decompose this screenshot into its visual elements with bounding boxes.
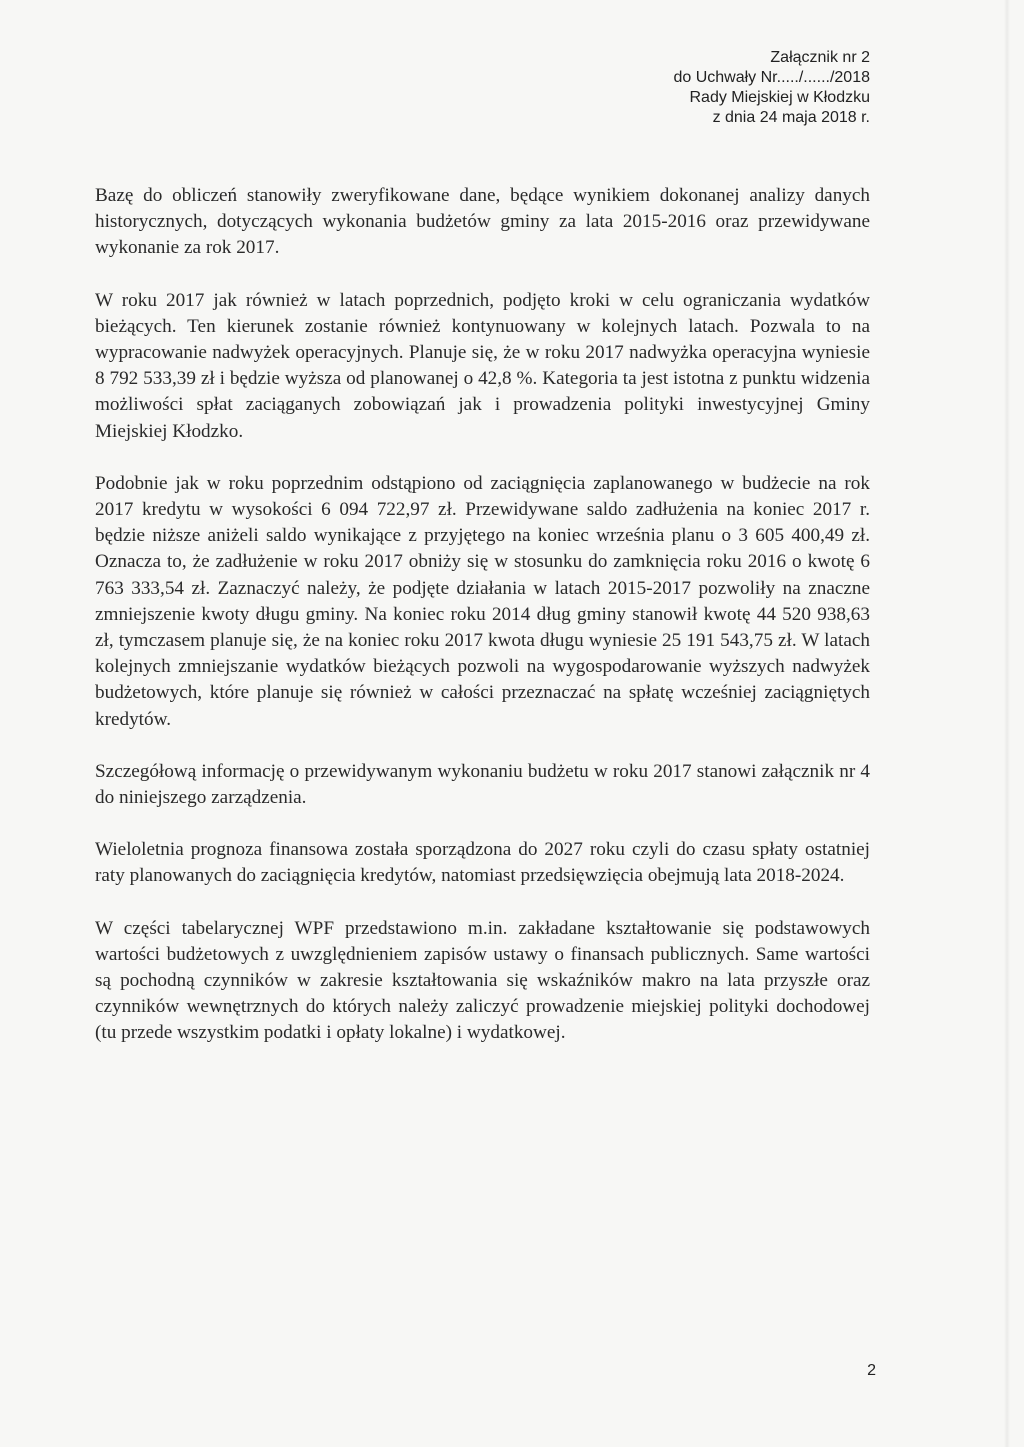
page-number: 2 bbox=[867, 1362, 876, 1379]
paragraph-forecast-period: Wieloletnia prognoza finansowa została sporządzona do 2027 roku czyli do czasu spłaty ostatniej raty planowanych do zaciągnięcia kredytów, natomiast przedsięwzięcia obejmują lata 2018-2024. bbox=[95, 839, 870, 887]
document-body bbox=[95, 183, 870, 1073]
header-resolution-number: do Uchwały Nr...../....../2018 bbox=[673, 69, 870, 86]
paragraph-tabular-part: W części tabelarycznej WPF przedstawiono m.in. zakładane kształtowanie się podstawowych wartości budżetowych z uwzględnieniem zapisów ustawy o finansach publicznych. Same wartości są pochodną czynników w zakresie kształtowania się wskaźników makro na lata przyszłe oraz czynników wewnętrznych do których należy zaliczyć prowadzenie miejskiej polityki dochodowej (tu przede wszystkim podatki i opłaty lokalne) i wydatkowej. bbox=[95, 917, 870, 1044]
header-council-name: Rady Miejskiej w Kłodzku bbox=[689, 89, 870, 106]
header-date: z dnia 24 maja 2018 r. bbox=[712, 109, 870, 126]
paragraph-debt-level: Podobnie jak w roku poprzednim odstąpiono od zaciągnięcia zaplanowanego w budżecie na rok 2017 kredytu w wysokości 6 094 722,97 zł. Przewidywane saldo zadłużenia na koniec 2017 r. będzie niższe aniżeli saldo wynikające z przyjętego na koniec września planu o 3 605 400,49 zł. Oznacza to, że zadłużenie w roku 2017 obniży się w stosunku do zamknięcia roku 2016 o kwotę 6 763 333,54 zł. Zaznaczyć należy, że podjęte działania w latach 2015-2017 pozwoliły na znaczne zmniejszenie kwoty długu gminy. Na koniec roku 2014 dług gminy stanowił kwotę 44 520 938,63 zł, tymczasem planuje się, że na koniec roku 2017 kwota długu wyniesie 25 191 543,75 zł. W latach kolejnych zmniejszanie wydatków bieżących pozwoli na wygospodarowanie wyższych nadwyżek budżetowych, które planuje się również w całości przeznaczać na spłatę wcześniej zaciągniętych kredytów. bbox=[95, 472, 870, 730]
paragraph-budget-execution: Szczegółową informację o przewidywanym wykonaniu budżetu w roku 2017 stanowi załącznik nr 4 do niniejszego zarządzenia. bbox=[95, 760, 870, 809]
paragraph-operating-surplus: W roku 2017 jak również w latach poprzednich, podjęto kroki w celu ograniczania wydatków bieżących. Ten kierunek zostanie również kontynuowany w kolejnych latach. Pozwala to na wypracowanie nadwyżek operacyjnych. Planuje się, że w roku 2017 nadwyżka operacyjna wyniesie 8 792 533,39 zł i będzie wyższa od planowanej o 42,8 %. Kategoria ta jest istotna z punktu widzenia możliwości spłat zaciąganych zobowiązań jak i prowadzenia polityki inwestycyjnej Gminy Miejskiej Kłodzko. bbox=[95, 289, 870, 442]
paragraph-calculation-basis: Bazę do obliczeń stanowiły zweryfikowane dane, będące wynikiem dokonanej analizy danych historycznych, dotyczących wykonania budżetów gminy za lata 2015-2016 oraz przewidywane wykonanie za rok 2017. bbox=[95, 185, 870, 259]
attachment-header bbox=[673, 48, 870, 128]
header-attachment-number: Załącznik nr 2 bbox=[770, 49, 870, 66]
